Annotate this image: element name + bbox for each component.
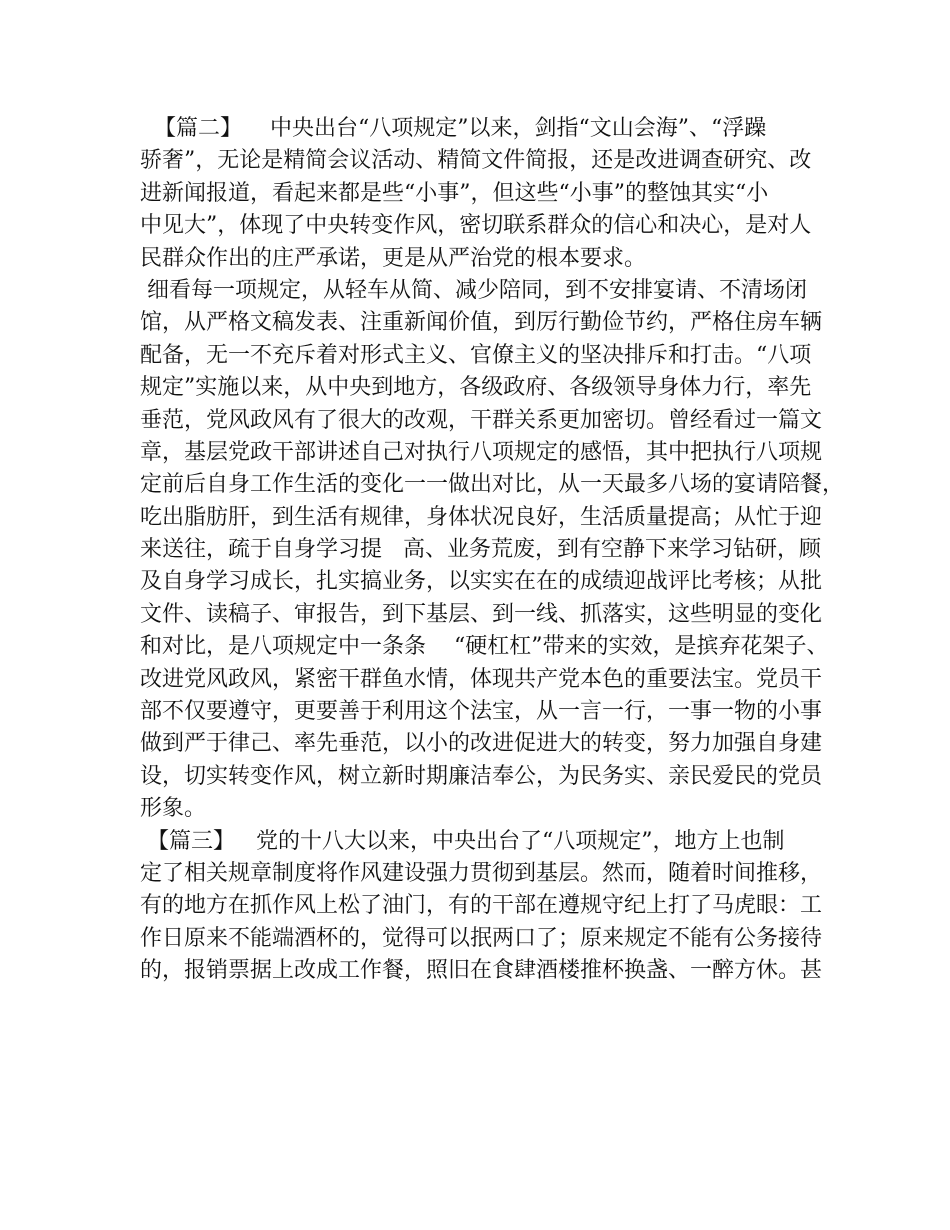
text-line: 垂范，党风政风有了很大的改观，干群关系更加密切。曾经看过一篇文 bbox=[140, 407, 823, 433]
text-line: 设，切实转变作风，树立新时期廉洁奉公，为民务实、亲民爱民的党员 bbox=[140, 763, 823, 789]
text-line: 中见大”，体现了中央转变作风，密切联系群众的信心和决心，是对人 bbox=[140, 213, 812, 239]
text-line: 规定”实施以来，从中央到地方，各级政府、各级领导身体力行，率先 bbox=[140, 375, 812, 401]
text-line: 配备，无一不充斥着对形式主义、官僚主义的坚决排斥和打击。“八项 bbox=[140, 342, 812, 368]
text-line: 和对比，是八项规定中一条条 “硬杠杠”带来的实效，是摈弃花架子、 bbox=[140, 634, 829, 660]
text-line: 【篇二】 中央出台“八项规定”以来，剑指“文山会海”、“浮躁 bbox=[140, 116, 767, 141]
text-line: 定前后自身工作生活的变化一一做出对比，从一天最多八场的宴请陪餐， bbox=[140, 472, 845, 498]
text-line: 改进党风政风，紧密干群鱼水情，体现共产党本色的重要法宝。党员干 bbox=[140, 666, 823, 692]
text-line: 章，基层党政干部讲述自己对执行八项规定的感悟，其中把执行八项规 bbox=[140, 439, 823, 465]
text-line: 文件、读稿子、审报告，到下基层、到一线、抓落实，这些明显的变化 bbox=[140, 601, 823, 627]
text-line: 民群众作出的庄严承诺，更是从严治党的根本要求。 bbox=[140, 245, 647, 271]
text-line: 细看每一项规定，从轻车从简、减少陪同，到不安排宴请、不清场闭 bbox=[140, 277, 807, 303]
text-line: 【篇三】 党的十八大以来，中央出台了“八项规定”，地方上也制 bbox=[140, 828, 785, 854]
text-line: 定了相关规章制度将作风建设强力贯彻到基层。然而，随着时间推移， bbox=[140, 860, 823, 886]
text-line: 作日原来不能端酒杯的，觉得可以抿两口了；原来规定不能有公务接待 bbox=[140, 925, 823, 951]
text-line: 部不仅要遵守，更要善于利用这个法宝，从一言一行，一事一物的小事 bbox=[140, 699, 823, 725]
text-line: 做到严于律己、率先垂范，以小的改进促进大的转变，努力加强自身建 bbox=[140, 731, 823, 757]
document-body bbox=[140, 113, 845, 988]
text-line: 骄奢”，无论是精简会议活动、精简文件简报，还是改进调查研究、改 bbox=[140, 148, 812, 174]
text-line: 来送往，疏于自身学习提 高、业务荒废，到有空静下来学习钻研，顾 bbox=[140, 537, 821, 563]
text-line: 的，报销票据上改成工作餐，照旧在食肆酒楼推杯换盏、一醉方休。甚 bbox=[140, 958, 823, 984]
text-line: 形象。 bbox=[140, 796, 207, 822]
text-line: 吃出脂肪肝，到生活有规律，身体状况良好，生活质量提高；从忙于迎 bbox=[140, 504, 823, 530]
text-line: 及自身学习成长，扎实搞业务，以实实在在的成绩迎战评比考核；从批 bbox=[140, 569, 823, 595]
text-line: 进新闻报道，看起来都是些“小事”，但这些“小事”的整蚀其实“小 bbox=[140, 180, 769, 206]
text-line: 馆，从严格文稿发表、注重新闻价值，到厉行勤俭节约，严格住房车辆 bbox=[140, 310, 823, 336]
text-line: 有的地方在抓作风上松了油门，有的干部在遵规守纪上打了马虎眼：工 bbox=[140, 893, 823, 919]
